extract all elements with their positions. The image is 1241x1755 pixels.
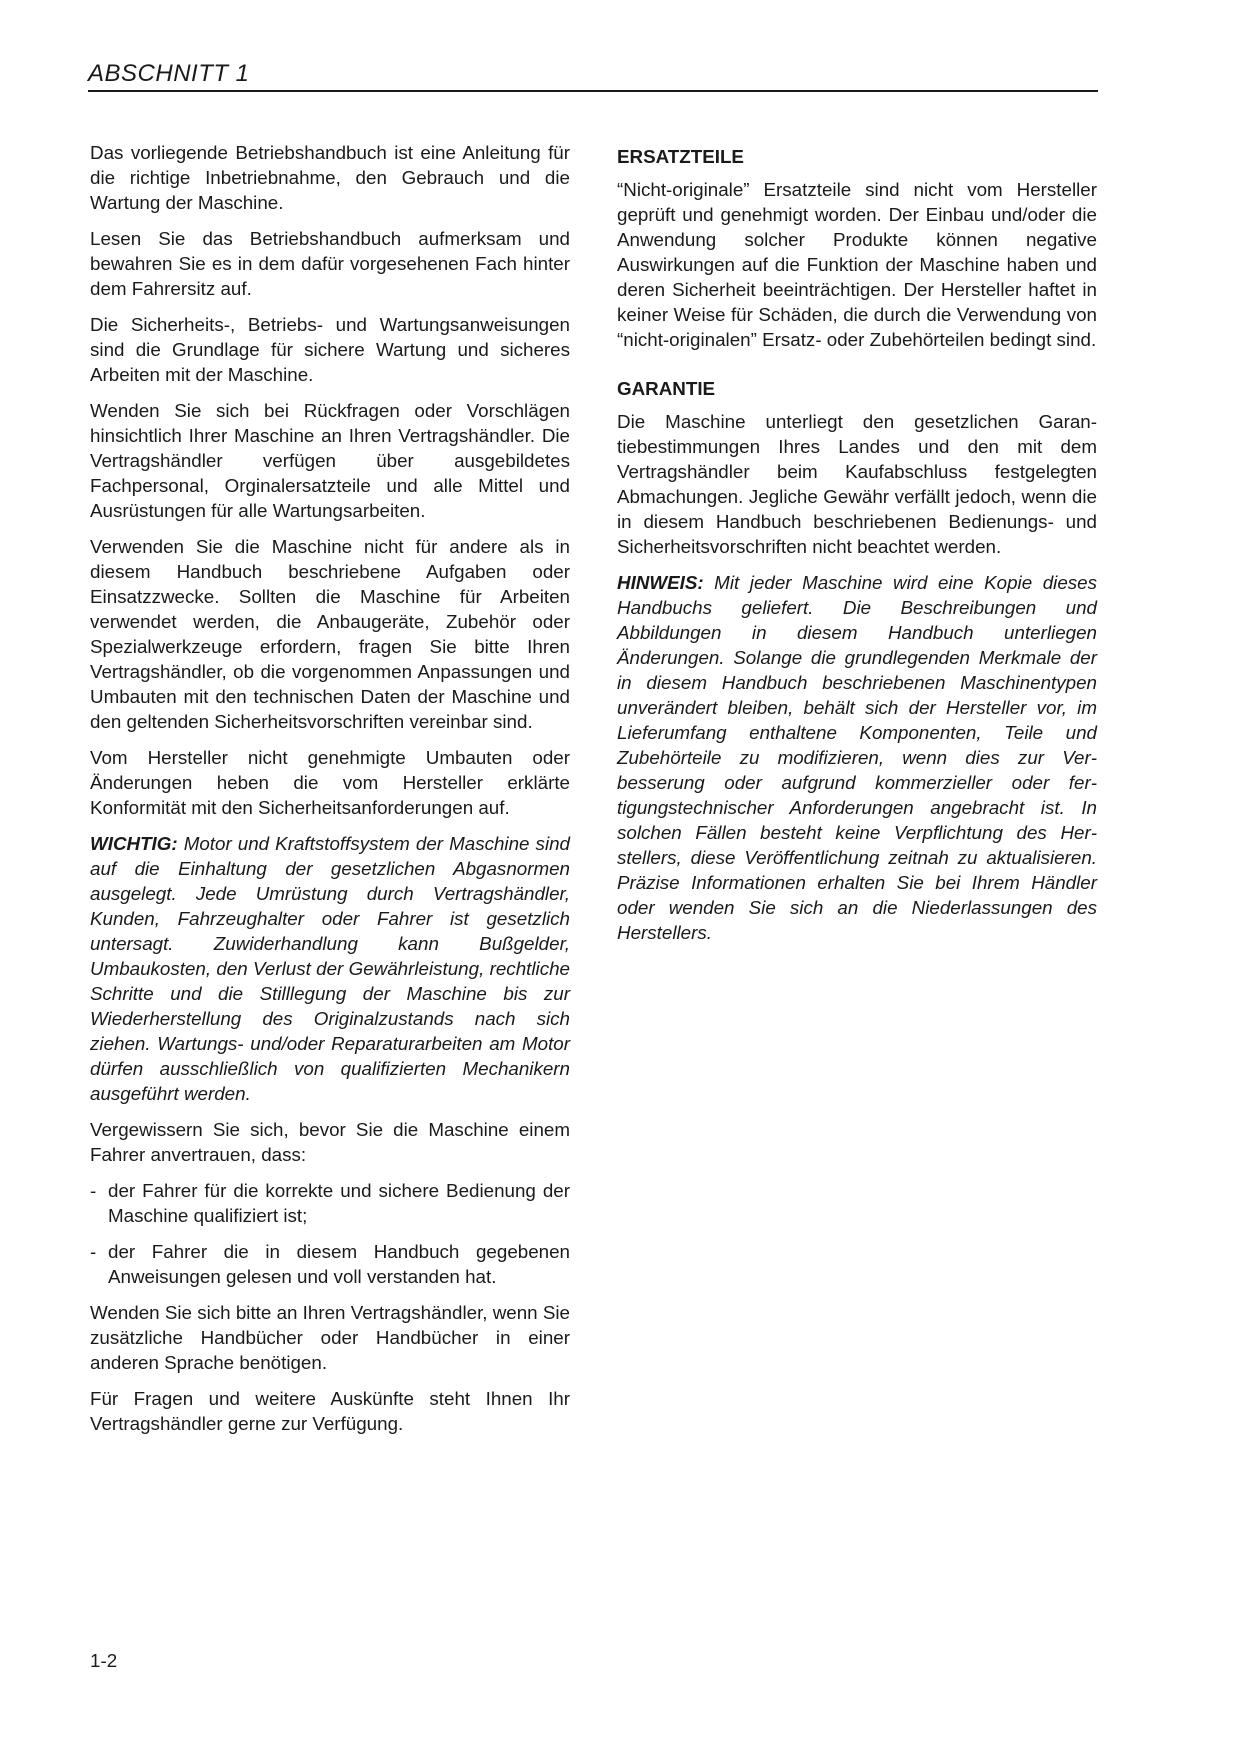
list-item: - der Fahrer für die korrekte und sichere Bedienung der Maschine qualifiziert ist; — [90, 1180, 570, 1226]
read-manual-paragraph: Lesen Sie das Betriebshandbuch aufmerksam und bewahren Sie es in dem dafür vorgesehenen Fach hinter dem Fahrersitz auf. — [90, 228, 570, 299]
questions-paragraph: Für Fragen und weitere Auskünfte steht Ihnen Ihr Vertragshändler gerne zur Verfügung. — [90, 1388, 570, 1434]
spare-parts-paragraph: “Nicht-originale” Ersatzteile sind nicht vom Hersteller geprüft und genehmigt worden. Der Einbau und/oder die Anwendung solcher Produkte können negative Auswirkungen auf die Funktion der Maschine haben und deren Sicherheit beeinträchtigen. Der Hersteller haftet in keiner Weise für Schäden, die durch die Verwendung von “nicht-originalen” Ersatz- oder Zubehörteilen bedingt sind. — [617, 179, 1097, 350]
operator-check-paragraph: Vergewissern Sie sich, bevor Sie die Maschine einem Fahrer anvertrauen, dass: — [90, 1119, 570, 1165]
spare-parts-heading: ERSATZTEILE — [617, 146, 744, 167]
important-notice — [90, 831, 570, 1106]
note-notice — [617, 570, 1097, 945]
warranty-heading: GARANTIE — [617, 378, 716, 399]
left-column — [90, 140, 570, 1447]
important-text: Motor und Kraftstoffsystem der Maschine sind auf die Einhaltung der gesetzlichen Abgasnormen ausgelegt. Jede Umrüstung durch Vertragshändler, Kunden, Fahrzeughalter oder Fahrer ist gesetzlich untersagt. Zuwiderhandlung kann Bußgelder, Umbaukosten, den Verlust der Gewährleistung, rechtliche Schritte und die Stilllegung der Maschine bis zur Wiederherstellung des Originalzustands nach sich ziehen. Wartungs- und/oder Reparaturarbeiten am Motor dürfen ausschließlich von qualifizierten Mechanikern ausgeführt werden. — [90, 833, 571, 1104]
dealer-contact-paragraph: Wenden Sie sich bei Rückfragen oder Vorschlägen hinsichtlich Ihrer Maschine an Ihren Vertragshändler. Die Vertragshändler verfügen über ausgebildetes Fachpersonal, Orginalersatzteile und alle Mittel und Ausrüstungen für alle Wartungsarbeiten. — [90, 400, 570, 521]
intended-use-paragraph: Verwenden Sie die Maschine nicht für andere als in diesem Handbuch beschriebene Aufgaben oder Einsatzzwecke. Sollten die Maschine für Arbeiten verwendet werden, die Anbaugeräte, Zubehör oder Spezialwerkzeuge erfordern, fragen Sie bitte Ihren Vertragshändler, ob die vorgenommen Anpassungen und Umbauten mit den technischen Daten der Maschine und den geltenden Sicherheitsvorschriften vereinbar sind. — [90, 536, 570, 732]
right-column — [617, 140, 1097, 956]
page-header — [88, 56, 1098, 92]
modifications-paragraph: Vom Hersteller nicht genehmigte Umbauten oder Änderungen heben die vom Hersteller erklärte Konformität mit den Sicherheitsanforderungen auf. — [90, 747, 570, 818]
additional-manuals-paragraph: Wenden Sie sich bitte an Ihren Vertragshändler, wenn Sie zusätzliche Handbücher oder Handbücher in einer anderen Sprache benötigen. — [90, 1302, 570, 1373]
intro-paragraph: Das vorliegende Betriebshandbuch ist eine Anleitung für die richtige Inbetriebnahme, den Gebrauch und die Wartung der Maschine. — [90, 142, 570, 213]
page-number: 1-2 — [90, 1650, 118, 1671]
section-title: ABSCHNITT 1 — [88, 60, 250, 87]
safety-instructions-paragraph: Die Sicherheits-, Betriebs- und Wartungsanweisungen sind die Grundlage für sichere Wartung und sicheres Arbeiten mit der Maschine. — [90, 314, 570, 385]
important-label: WICHTIG: — [90, 833, 178, 854]
note-text: Mit jeder Maschine wird eine Kopie dieses Handbuchs geliefert. Die Beschreibungen und Abbildungen in diesem Handbuch unterliegen Änderungen. Solange die grundlegenden Merkmale der in diesem Handbuch beschriebenen Maschinentypen unverändert bleiben, behält sich der Hersteller vor, im Lieferumfang enthaltene Komponenten, Teile und Zubehörteile zu modifizieren, wenn dies zur Verbesserung oder aufgrund kommerzieller oder fertigungstechnischer Anforderungen angebracht ist. In solchen Fällen besteht keine Verpflichtung des Herstellers, diese Veröffentlichung zeitnah zu aktualisieren. Präzise Informationen erhalten Sie bei Ihrem Händler oder wenden Sie sich an die Niederlassungen des Herstellers. — [617, 572, 1097, 943]
list-item: - der Fahrer die in diesem Handbuch gegebenen Anweisungen gelesen und voll verstanden hat. — [90, 1241, 570, 1287]
warranty-paragraph: Die Maschine unterliegt den gesetzlichen Garantiebestimmungen Ihres Landes und den mit dem Vertragshändler beim Kaufabschluss festgelegten Abmachungen. Jegliche Gewähr verfällt jedoch, wenn die in diesem Handbuch beschriebenen Bedienungs- und Sicherheitsvorschriften nicht beachtet werden. — [617, 411, 1097, 557]
note-label: HINWEIS: — [617, 572, 704, 593]
